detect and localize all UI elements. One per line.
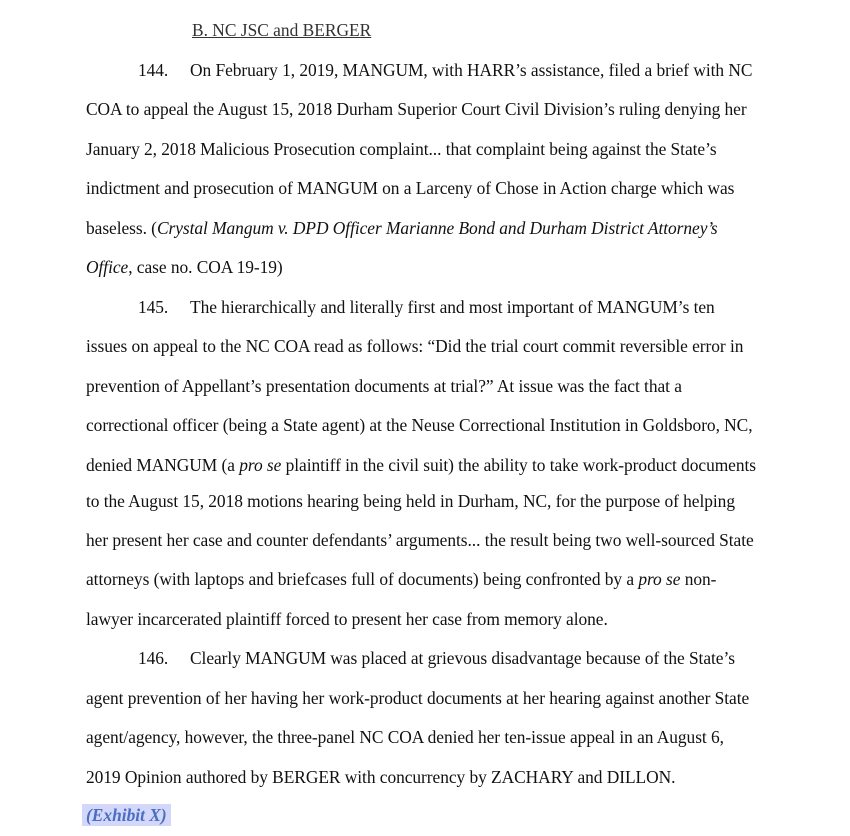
paragraph-144-line-6: Office, case no. COA 19-19) xyxy=(86,257,283,277)
paragraph-145-line-2: issues on appeal to the NC COA read as follows: “Did the trial court commit reversible error in xyxy=(86,336,744,356)
paragraph-146-line-3: agent/agency, however, the three-panel NC COA denied her ten-issue appeal in an August 6, xyxy=(86,727,724,747)
paragraph-number: 144. xyxy=(138,60,169,80)
paragraph-146-line-1: 146. Clearly MANGUM was placed at grievous disadvantage because of the State’s xyxy=(138,648,735,668)
paragraph-number: 145. xyxy=(138,297,169,317)
paragraph-146-line-2: agent prevention of her having her work-product documents at her hearing against another State xyxy=(86,688,750,708)
case-citation-cont: Office xyxy=(86,257,129,277)
paragraph-144-line-3: January 2, 2018 Malicious Prosecution complaint... that complaint being against the State’s xyxy=(86,139,717,159)
paragraph-145-line-7: her present her case and counter defendants’ arguments... the result being two well-sourced State xyxy=(86,530,754,550)
paragraph-145-line-8: attorneys (with laptops and briefcases full of documents) being confronted by a pro se non- xyxy=(86,569,717,589)
case-citation: Crystal Mangum v. DPD Officer Marianne Bond and Durham District Attorney’s xyxy=(156,218,718,238)
paragraph-146-line-4: 2019 Opinion authored by BERGER with concurrency by ZACHARY and DILLON. xyxy=(86,767,676,787)
paragraph-number: 146. xyxy=(138,648,169,668)
paragraph-145-line-9: lawyer incarcerated plaintiff forced to present her case from memory alone. xyxy=(86,609,608,629)
paragraph-144-line-4: indictment and prosecution of MANGUM on a Larceny of Chose in Action charge which was xyxy=(86,178,735,198)
paragraph-145-line-5: denied MANGUM (a pro se plaintiff in the civil suit) the ability to take work-product documents xyxy=(86,455,756,475)
exhibit-link[interactable]: (Exhibit X) xyxy=(82,804,171,826)
paragraph-144-line-2: COA to appeal the August 15, 2018 Durham Superior Court Civil Division’s ruling denying her xyxy=(86,99,747,119)
paragraph-145-line-4: correctional officer (being a State agent) at the Neuse Correctional Institution in Goldsboro, NC, xyxy=(86,415,753,435)
paragraph-145-line-3: prevention of Appellant’s presentation documents at trial?” At issue was the fact that a xyxy=(86,376,682,396)
paragraph-144-line-5: baseless. (Crystal Mangum v. DPD Officer Marianne Bond and Durham District Attorney’s xyxy=(86,218,718,238)
paragraph-145-line-6: to the August 15, 2018 motions hearing being held in Durham, NC, for the purpose of helping xyxy=(86,491,735,511)
paragraph-144-line-1: 144. On February 1, 2019, MANGUM, with HARR’s assistance, filed a brief with NC xyxy=(138,60,753,80)
section-heading: B. NC JSC and BERGER xyxy=(192,20,372,40)
paragraph-145-line-1: 145. The hierarchically and literally first and most important of MANGUM’s ten xyxy=(138,297,715,317)
